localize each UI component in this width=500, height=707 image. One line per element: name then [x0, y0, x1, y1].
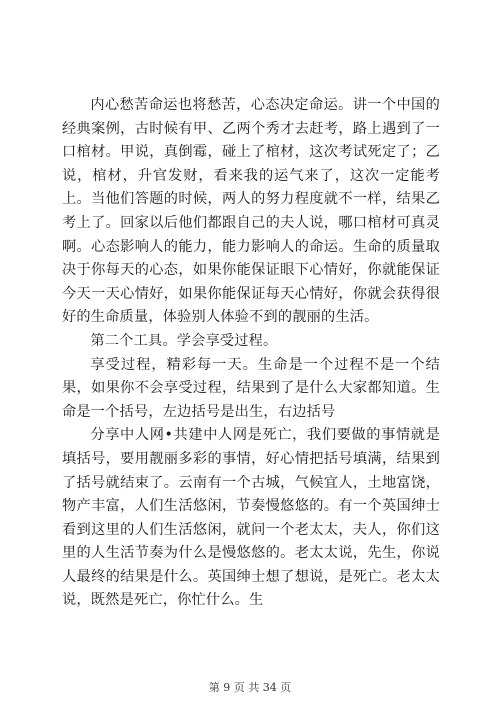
page-number-footer: 第 9 页 共 34 页 [208, 681, 292, 694]
paragraph-enjoy-process: 享受过程，精彩每一天。生命是一个过程不是一个结果，如果你不会享受过程，结果到了是什么大家都知道。生命是一个括号，左边括号是出生，右边括号 [62, 356, 440, 420]
paragraph-second-tool: 第二个工具。学会享受过程。 [90, 332, 278, 349]
document-body [62, 94, 440, 613]
paragraph-story: 分享中人网•共建中人网是死亡，我们要做的事情就是填括号，要用靓丽多彩的事情，好心情把括号填满，结果到了括号就结束了。云南有一个古城，气候宜人，土地富饶，物产丰富，人们生活悠闲，节奏慢悠悠的。有一个英国绅士看到这里的人们生活悠闲，就问一个老太太，夫人，你们这里的人生活节奏为什么是慢悠悠的。老太太说，先生，你说人最终的结果是什么。英国绅士想了想说，是死亡。老太太说，既然是死亡，你忙什么。生 [62, 427, 440, 609]
paragraph-destiny: 内心愁苦命运也将愁苦，心态决定命运。讲一个中国的经典案例，古时候有甲、乙两个秀才去赶考，路上遇到了一口棺材。甲说，真倒霉，碰上了棺材，这次考试死定了；乙说，棺材，升官发财，看来我的运气来了，这次一定能考上。当他们答题的时候，两人的努力程度就不一样，结果乙考上了。回家以后他们都跟自己的夫人说，哪口棺材可真灵啊。心态影响人的能力，能力影响人的命运。生命的质量取决于你每天的心态，如果你能保证眼下心情好，你就能保证今天一天心情好，如果你能保证每天心情好，你就会获得很好的生命质量，体验别人体验不到的靓丽的生活。 [62, 97, 440, 326]
